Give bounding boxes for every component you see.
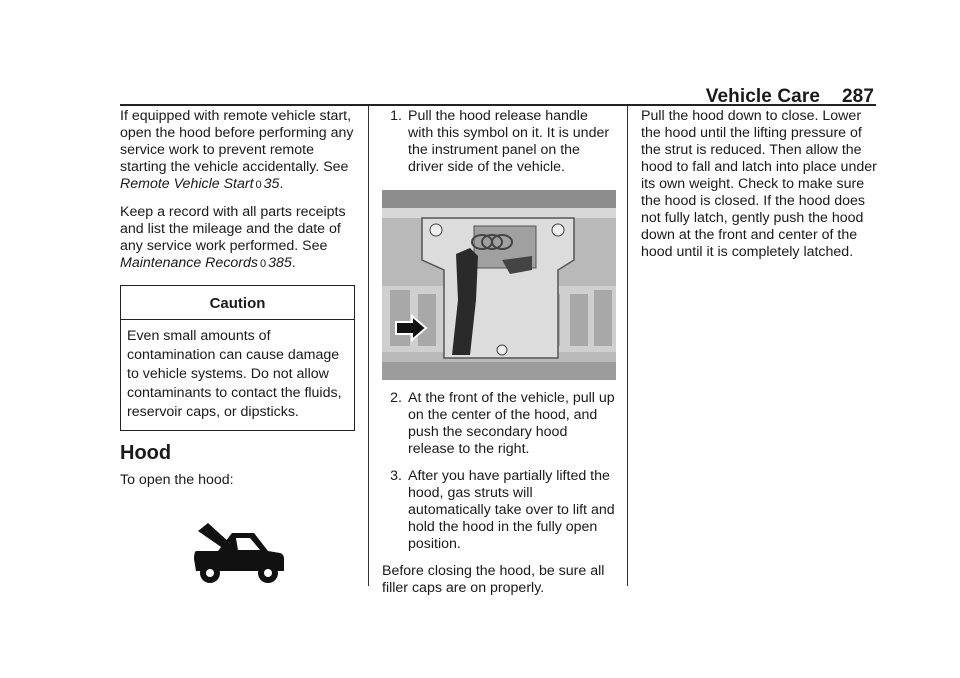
remote-start-paragraph: If equipped with remote vehicle start, open the hood before performing any service work to prevent remote starting the vehicle accidentally. See Remote Vehicle Start 0 35. bbox=[120, 108, 354, 192]
column-divider bbox=[368, 106, 369, 586]
page-ref[interactable]: 35 bbox=[263, 176, 280, 192]
step-3: 3. After you have partially lifted the hood, gas struts will automatically take over to lift and hold the hood in the fully open position. bbox=[390, 468, 615, 552]
caution-box bbox=[120, 285, 355, 431]
caution-body: Even small amounts of contamination can cause damage to vehicle systems. Do not allow contaminants to contact the fluids, reservoir caps, or dipsticks. bbox=[127, 328, 342, 420]
car-open-hood-icon bbox=[192, 521, 284, 587]
page-ref[interactable]: 385 bbox=[268, 255, 292, 271]
step-2: 2. At the front of the vehicle, pull up on the center of the hood, and push the secondary hood release to the right. bbox=[390, 390, 615, 457]
xref-symbol: 0 bbox=[255, 179, 262, 191]
xref-symbol: 0 bbox=[260, 258, 267, 270]
caution-title: Caution bbox=[121, 286, 354, 320]
closing-note: Before closing the hood, be sure all filler caps are on properly. bbox=[382, 563, 605, 596]
page-number: 287 bbox=[841, 86, 874, 107]
step-1: 1. Pull the hood release handle with this symbol on it. It is under the instrument panel on the driver side of the vehicle. bbox=[390, 108, 610, 175]
remote-vehicle-start-link[interactable]: Remote Vehicle Start bbox=[120, 176, 254, 192]
hood-latch-photo bbox=[382, 190, 616, 380]
records-paragraph: Keep a record with all parts receipts and list the mileage and the date of any service work performed. See Maintenance Records 0 385. bbox=[120, 204, 346, 271]
maintenance-records-link[interactable]: Maintenance Records bbox=[120, 255, 259, 271]
column-1 bbox=[120, 108, 355, 592]
column-divider bbox=[627, 106, 628, 586]
close-hood-paragraph: Pull the hood down to close. Lower the hood until the lifting pressure of the strut is reduced. Then allow the hood to fall and latch into place under its own weight. Check to make sure the hood is closed. If the hood does not fully latch, gently push the hood down at the front and center of the hood until it is completely latched. bbox=[641, 108, 877, 260]
hood-intro: To open the hood: bbox=[120, 472, 234, 488]
header-rule bbox=[120, 104, 876, 106]
column-2 bbox=[382, 108, 616, 607]
section-title: Vehicle Care bbox=[705, 86, 820, 107]
column-3 bbox=[641, 108, 877, 271]
hood-heading: Hood bbox=[120, 442, 172, 464]
